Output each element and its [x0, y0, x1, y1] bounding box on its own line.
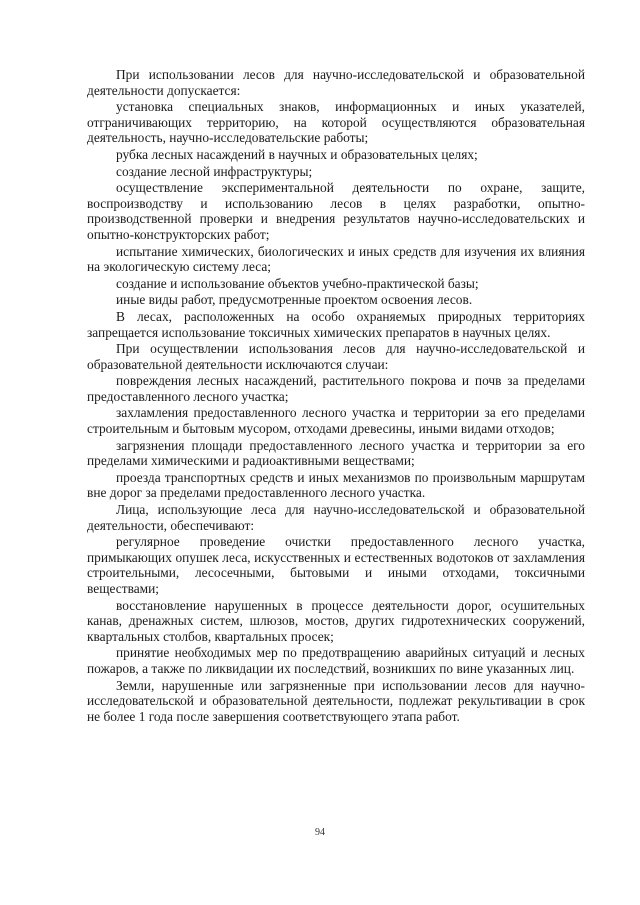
body-text [87, 67, 585, 724]
paragraph-cleaning: регулярное проведение очистки предоставленного лесного участка, примыкающих опушек леса, искусственных и естественных водотоков от захламления строительными, лесосечными, бытовыми и иными отходами, токсичными веществами; [87, 534, 585, 596]
page-number: 94 [315, 827, 325, 838]
paragraph-recultivation: Земли, нарушенные или загрязненные при использовании лесов для научно-исследовательской и образовательной деятельности, подлежат рекультивации в срок не более 1 года после завершения соответствующего этапа работ. [87, 677, 585, 724]
paragraph-damage: повреждения лесных насаждений, растительного покрова и почв за пределами предоставленного лесного участка; [87, 373, 585, 404]
paragraph-training-base: создание и использование объектов учебно-практической базы; [116, 275, 479, 291]
paragraph-intro-excluded: При осуществлении использования лесов для научно-исследовательской и образовательной деятельности исключаются случаи: [87, 341, 585, 372]
paragraph-intro-obligations: Лица, использующие леса для научно-исследовательской и образовательной деятельности, обеспечивают: [87, 502, 585, 533]
paragraph-vehicles: проезда транспортных средств и иных механизмов по произвольным маршрутам вне дорог за пределами предоставленного лесного участка. [87, 469, 585, 501]
paragraph-protected-areas: В лесах, расположенных на особо охраняемых природных территориях запрещается использование токсичных химических препаратов в научных целях. [87, 308, 585, 340]
paragraph-other-works: иные виды работ, предусмотренные проектом освоения лесов. [116, 292, 473, 308]
paragraph-intro-permitted: При использовании лесов для научно-исследовательской и образовательной деятельности допускается: [87, 67, 585, 98]
paragraph-felling: рубка лесных насаждений в научных и образовательных целях; [116, 146, 478, 162]
paragraph-pollution: загрязнения площади предоставленного лесного участка и территории за его пределами химическими и радиоактивными веществами; [87, 437, 585, 469]
paragraph-infrastructure: создание лесной инфраструктуры; [116, 163, 313, 179]
paragraph-littering: захламления предоставленного лесного участка и территории за его пределами строительным и бытовым мусором, отходами древесины, иными видами отходов; [87, 405, 585, 437]
paragraph-testing: испытание химических, биологических и иных средств для изучения их влияния на экологическую систему леса; [87, 243, 585, 275]
paragraph-experimental: осуществление экспериментальной деятельности по охране, защите, воспроизводству и использованию лесов в целях разработки, опытно-производственной проверки и внедрения результатов научно-исследовательских и опытно-конструкторских работ; [87, 180, 585, 242]
paragraph-signs: установка специальных знаков, информационных и иных указателей, отграничивающих территорию, на которой осуществляются образовательная деятельность, научно-исследовательские работы; [87, 99, 585, 146]
paragraph-restoration: восстановление нарушенных в процессе деятельности дорог, осушительных канав, дренажных систем, шлюзов, мостов, других гидротехнических сооружений, квартальных столбов, квартальных просек; [87, 597, 585, 644]
paragraph-fire-prevention: принятие необходимых мер по предотвращению аварийных ситуаций и лесных пожаров, а также по ликвидации их последствий, возникших по вине указанных лиц. [87, 645, 585, 676]
